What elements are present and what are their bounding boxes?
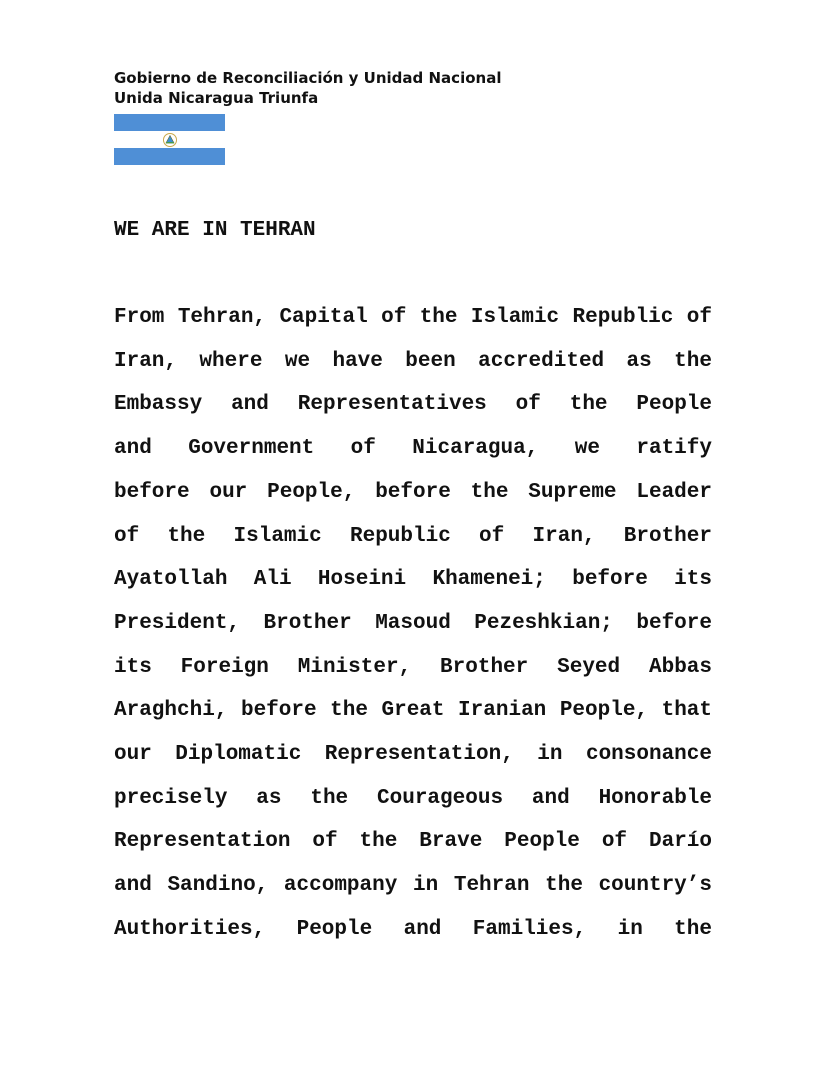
document-title: WE ARE IN TEHRAN <box>114 219 316 242</box>
body-line: precisely as the Courageous and Honorable <box>114 786 712 810</box>
coat-of-arms-icon <box>161 132 179 147</box>
body-line: Embassy and Representatives of the People <box>114 393 712 417</box>
body-line: its Foreign Minister, Brother Seyed Abbas <box>114 655 712 679</box>
body-line: of the Islamic Republic of Iran, Brother <box>114 524 712 548</box>
document-header <box>114 68 501 108</box>
header-slogan: Unida Nicaragua Triunfa <box>114 89 319 107</box>
flag-stripe-middle <box>114 131 225 148</box>
flag-stripe-top <box>114 114 225 131</box>
body-line: Representation of the Brave People of Darío <box>114 830 712 854</box>
body-line: and Government of Nicaragua, we ratify <box>114 437 712 461</box>
body-line: Iran, where we have been accredited as the <box>114 349 712 373</box>
body-line: before our People, before the Supreme Leader <box>114 480 712 504</box>
body-line: Authorities, People and Families, in the <box>114 917 712 941</box>
body-line: From Tehran, Capital of the Islamic Republic of <box>114 306 712 329</box>
body-line: President, Brother Masoud Pezeshkian; before <box>114 611 712 635</box>
body-line: Araghchi, before the Great Iranian People, that <box>114 699 712 723</box>
header-government-name: Gobierno de Reconciliación y Unidad Nacional <box>114 69 502 87</box>
body-line: Ayatollah Ali Hoseini Khamenei; before its <box>114 568 712 592</box>
body-line: our Diplomatic Representation, in consonance <box>114 743 712 767</box>
document-body <box>114 296 712 952</box>
nicaragua-flag-icon <box>114 114 225 165</box>
flag-stripe-bottom <box>114 148 225 165</box>
body-line: and Sandino, accompany in Tehran the country’s <box>114 874 712 898</box>
